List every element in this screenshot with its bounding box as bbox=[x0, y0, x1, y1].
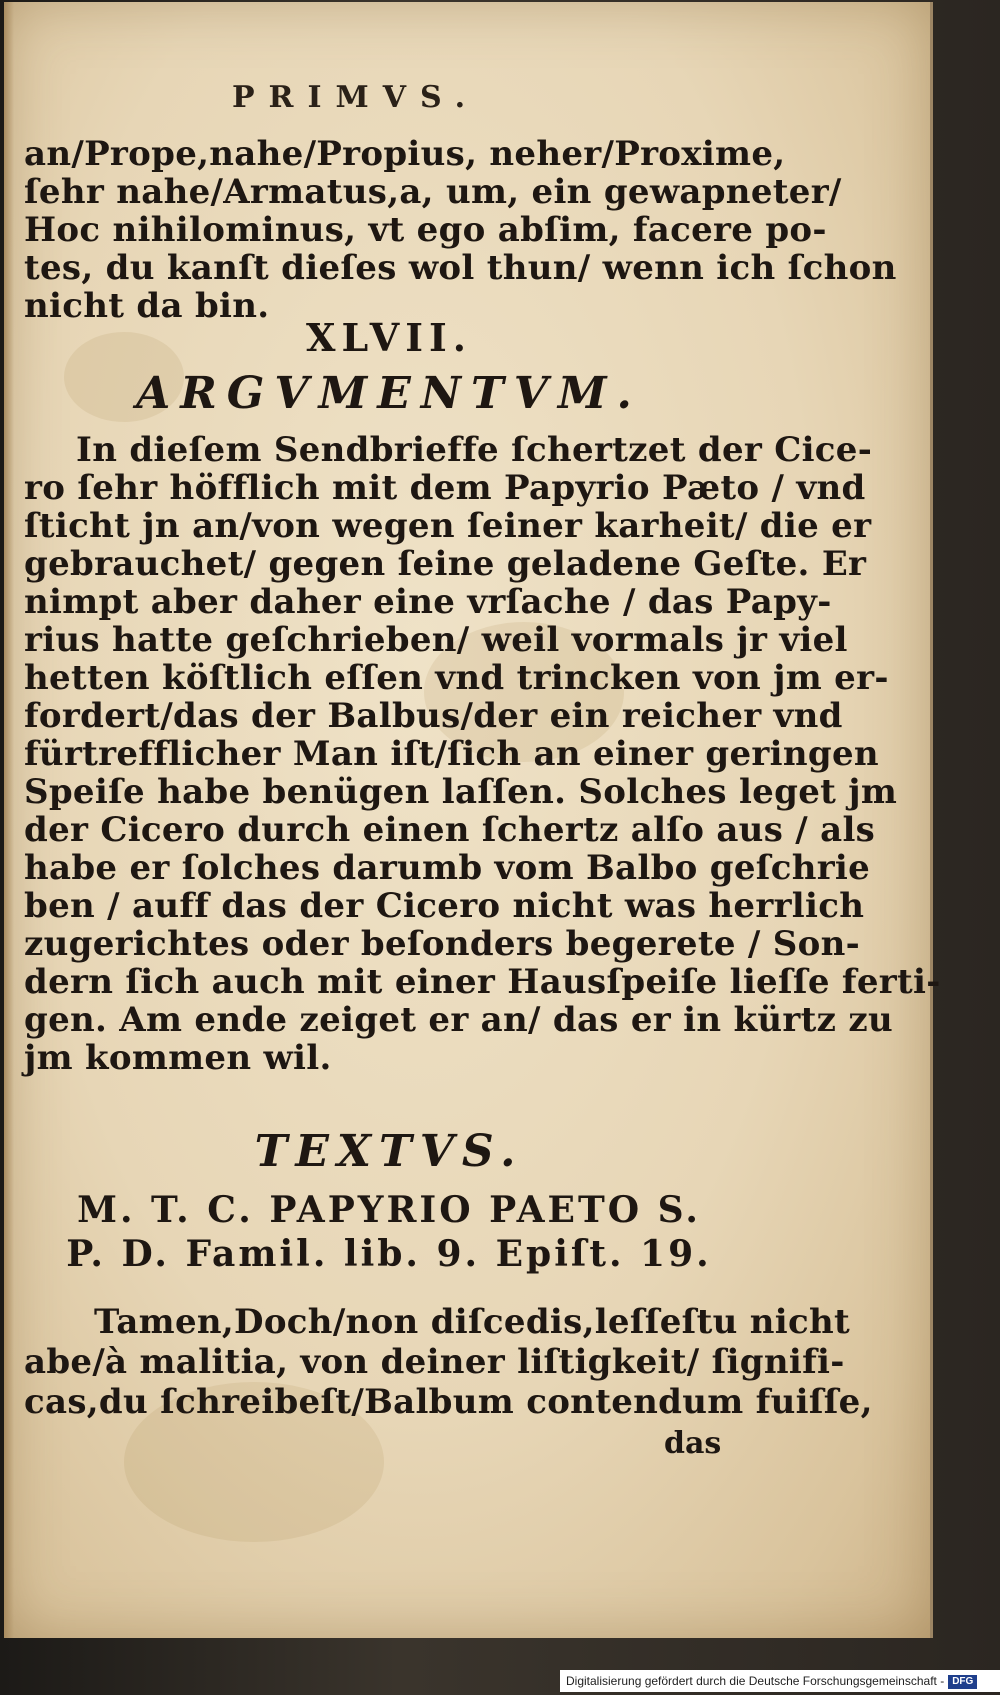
argument-line: gen. Am ende zeiget er an/ das er in kürtz zu bbox=[24, 1000, 893, 1040]
argument-line: ben / auff das der Cicero nicht was herrlich bbox=[24, 886, 865, 926]
argument-line: der Cicero durch einen ſchertz alſo aus / als bbox=[24, 810, 876, 850]
argument-heading: ARGVMENTVM. bbox=[136, 368, 642, 419]
argument-line: zugerichtes oder beſonders begerete / Son- bbox=[24, 924, 861, 964]
argument-line: jm kommen wil. bbox=[24, 1038, 332, 1078]
argument-line: fordert/das der Balbus/der ein reicher vnd bbox=[24, 696, 843, 736]
argument-line: Speiſe habe benügen laſſen. Solches leget jm bbox=[24, 772, 898, 812]
dfg-logo: DFG bbox=[948, 1675, 977, 1689]
text-line: tes, du kanſt dieſes wol thun/ wenn ich ſchon bbox=[24, 248, 897, 288]
salutation-line: M. T. C. PAPYRIO PAETO S. bbox=[77, 1189, 701, 1231]
argument-line: rius hatte geſchrieben/ weil vormals jr viel bbox=[24, 620, 848, 660]
textus-line: cas,du ſchreibeſt/Balbum contendum fuiſſe, bbox=[24, 1382, 873, 1422]
textus-line: Tamen,Doch/non diſcedis,leſſeſtu nicht bbox=[94, 1302, 850, 1342]
credit-text: Digitalisierung gefördert durch die Deutsche Forschungsgemeinschaft - bbox=[566, 1674, 945, 1688]
argument-line: gebrauchet/ gegen ſeine geladene Geſte. Er bbox=[24, 544, 867, 584]
catchword: das bbox=[664, 1426, 722, 1461]
argument-line: fürtrefflicher Man iſt/ſich an einer geringen bbox=[24, 734, 879, 774]
book-page bbox=[4, 2, 941, 1638]
page-gutter-shadow bbox=[4, 2, 14, 1638]
text-line: nicht da bin. bbox=[24, 286, 270, 326]
text-line: ſehr nahe/Armatus,a, um, ein gewapneter/ bbox=[24, 172, 842, 212]
text-line: Hoc nihilominus, vt ego abſim, facere po- bbox=[24, 210, 827, 250]
epistle-number: XLVII. bbox=[306, 315, 472, 360]
textus-line: abe/à malitia, von deiner liſtigkeit/ ſignifi- bbox=[24, 1342, 845, 1382]
argument-line: In dieſem Sendbrieffe ſchertzet der Cice- bbox=[76, 430, 873, 470]
salutation-reference: P. D. Famil. lib. 9. Epiſt. 19. bbox=[66, 1233, 712, 1275]
argument-line: ro ſehr höfflich mit dem Papyrio Pæto / vnd bbox=[24, 468, 866, 508]
text-line: an/Prope,nahe/Propius, neher/Proxime, bbox=[24, 134, 786, 174]
digitization-credit bbox=[560, 1670, 1000, 1692]
argument-line: habe er ſolches darumb vom Balbo geſchrie bbox=[24, 848, 871, 888]
argument-line: hetten köſtlich eſſen vnd trincken von jm er- bbox=[24, 658, 889, 698]
argument-line: nimpt aber daher eine vrſache / das Papy- bbox=[24, 582, 832, 622]
textus-heading: TEXTVS. bbox=[254, 1126, 524, 1177]
argument-line: ſticht jn an/von wegen ſeiner karheit/ die er bbox=[24, 506, 872, 546]
argument-line: dern ſich auch mit einer Hausſpeiſe lieſſe ferti- bbox=[24, 962, 941, 1002]
running-head: PRIMVS. bbox=[232, 80, 480, 115]
